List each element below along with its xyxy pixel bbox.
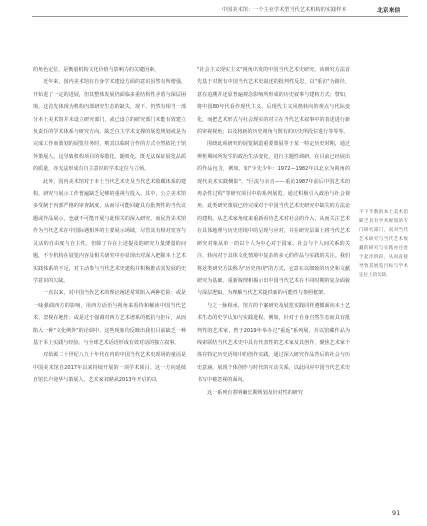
paragraph: 对始源二十世纪八九十年代在内的中国当代艺术史现场的童话是中国美术馆自2017年以来持续开展的一项学术项目。这一方向延续自馆长卢迎华与策展人、艺术家刘鼎从2013年开启的以 bbox=[33, 352, 186, 384]
paragraph: 围绕此项研究的展览制造重要策展等于某一特定历史时期，通过辨析期间所发生的政治生活变化，进行主题性调研。在目前已经展出的作品包含，例如，如"少先少年：1972—1982年以北京为视角的现代美术实践侧影"，"巨流与余音——重访1987年前后中国艺术的再杂性过程"等研究项目中的系列展览。通过积极引入政治与社会视角，此类研究策展已经完成对于中国当代艺术史研究中缺失的方法论的建构。从艺术家角度来重新看待艺术对社会的介入，从而关注艺术在具体地理与历史语境中的呈现与应对，并在研究层面上将当代艺术研究对象从单一的以个人为中心对于国家、社会与个人间关系的关注，转向对于具体文化情境中复杂的多元的作品与实践的关注。我们将这类研究方法称为"历史再现"的方式，它意在以细致的历史和文献研究为基础，重新梳理和揭示出中国当代艺术在不同时期的复杂面貌与深层逻辑，为理解当代艺术提供新的可能性与参照框架。 bbox=[197, 141, 350, 297]
paragraph: 此外，国内美术馆对于本土当代艺术史及当代艺术收藏体系的建构，研究与展示工作普遍缺乏足够的重视与投入。其中，公立美术馆多受制于内部严格的审查制度，从而尽可能回避具有批判性的当代议题或作品展示，也就不可能开展与此相关的深入研究。而民营美术馆作为当代艺术在中国际遇相外的主要展示场域，尽管其有相对宽容与灵活的自由度与自主性，但除了存在上述提及的研究力量薄弱的问题，不少机构在展览内容及相关研究中亦显现出对深入把握本土艺术实践体系的不足，对主动参与当代艺术史建构并积极推动其发展的史学意识的欠缺。 bbox=[33, 178, 186, 284]
paragraph: "社会主义现实主义"视角出发的中国当代艺术史研究。该研究方法首先基于对既有中国当代艺术史叙述的批判性反思，以"重访"为路径，意在追溯并还原普遍观念影响所形成的历史叙事与建构方式；譬如，将中国80年代看作现代主义、后现代主义风格转向的观点与代际变化，而把艺术形式与社会现实的对立在当代艺术叙事中的表述进行新的审视视角；以及将新的历史视角与既有的历史所段位进行等等等。 bbox=[197, 67, 350, 136]
paragraph: 近年来，国内美术馆在自身学术建设方面的意识虽然有所增强，开始进了一定的进展，但其整体发展仍面临多重结构性矛盾与深层困境。这首先体现为机构内部研究生态的缺失，现下，仍然有相当一部分本土美术馆并未设立研究部门，或已设立的研究部门未能有效建立负责任的学术体系与研究方向。缺乏自主学术支撑的展览规划或是为完成工作而策划的展览任务时，则其以临时合作的方式全然依托于馆外策展人。这导致机构项目的零散化、随机化，既无法保证展览品质的质量，亦无法形成有自主意识的学术定位与立场。 bbox=[33, 79, 186, 173]
running-header-section: 北京来信 bbox=[377, 8, 401, 14]
paragraph: 的角色定位，是衡量机构文化价值与影响力的关键因素。 bbox=[33, 67, 160, 73]
running-header-title: 中国美术馆：一个主业学术型当代艺术机构的实践样本 bbox=[222, 7, 347, 13]
right-text-column bbox=[197, 64, 350, 399]
header-divider bbox=[32, 16, 408, 17]
left-text-column bbox=[33, 64, 186, 387]
paragraph: 与之一脉相承，馆方的个案研究及展览实践同样遵循面向本土艺术生态的史学认知与实践进程。例如，针对于自身自然生态而具有批判性的艺术家，曾于2019年举办过"重返"系列展。并以馆藏作品为线索联结当代艺术史中具有代表性的艺术家及其创作，聚焦艺术家个体在特定历史语境中的创作实践，通过深入研究作品背后的社会与历史意涵，展现个体创作与时代的互动关系，以此回应中国当代艺术史书写中被忽视的面向。 bbox=[197, 302, 350, 384]
page-number: 91 bbox=[392, 509, 401, 517]
paragraph: 一直以来，对中国当代艺术的理论阐述常常陷入两种危险：或是一味强调西方的影响，用西方话语与视角来看待和解读中国当代艺术，忽视在地性；或是过于强调对西方艺术谱系的抵抗与拒斥，从而陷入一种"文化例外"的论调中。这些现象均反映出我们目前缺乏一种基于本土实践与经验、与全球艺术话语形成有效对话的独立叙事。 bbox=[33, 290, 186, 346]
margin-pull-quote: 不下半数的本土美术馆缺乏具有学术规划的专门研究部门，而对当代艺术研究与当代艺术收藏的研究与实践亦还处于起步阶段，从而直接导致其展览目标与学术定位上的欠缺。 bbox=[359, 210, 408, 278]
paragraph: 这一系列有着明确长期规划及针对性的研究 bbox=[207, 389, 303, 396]
